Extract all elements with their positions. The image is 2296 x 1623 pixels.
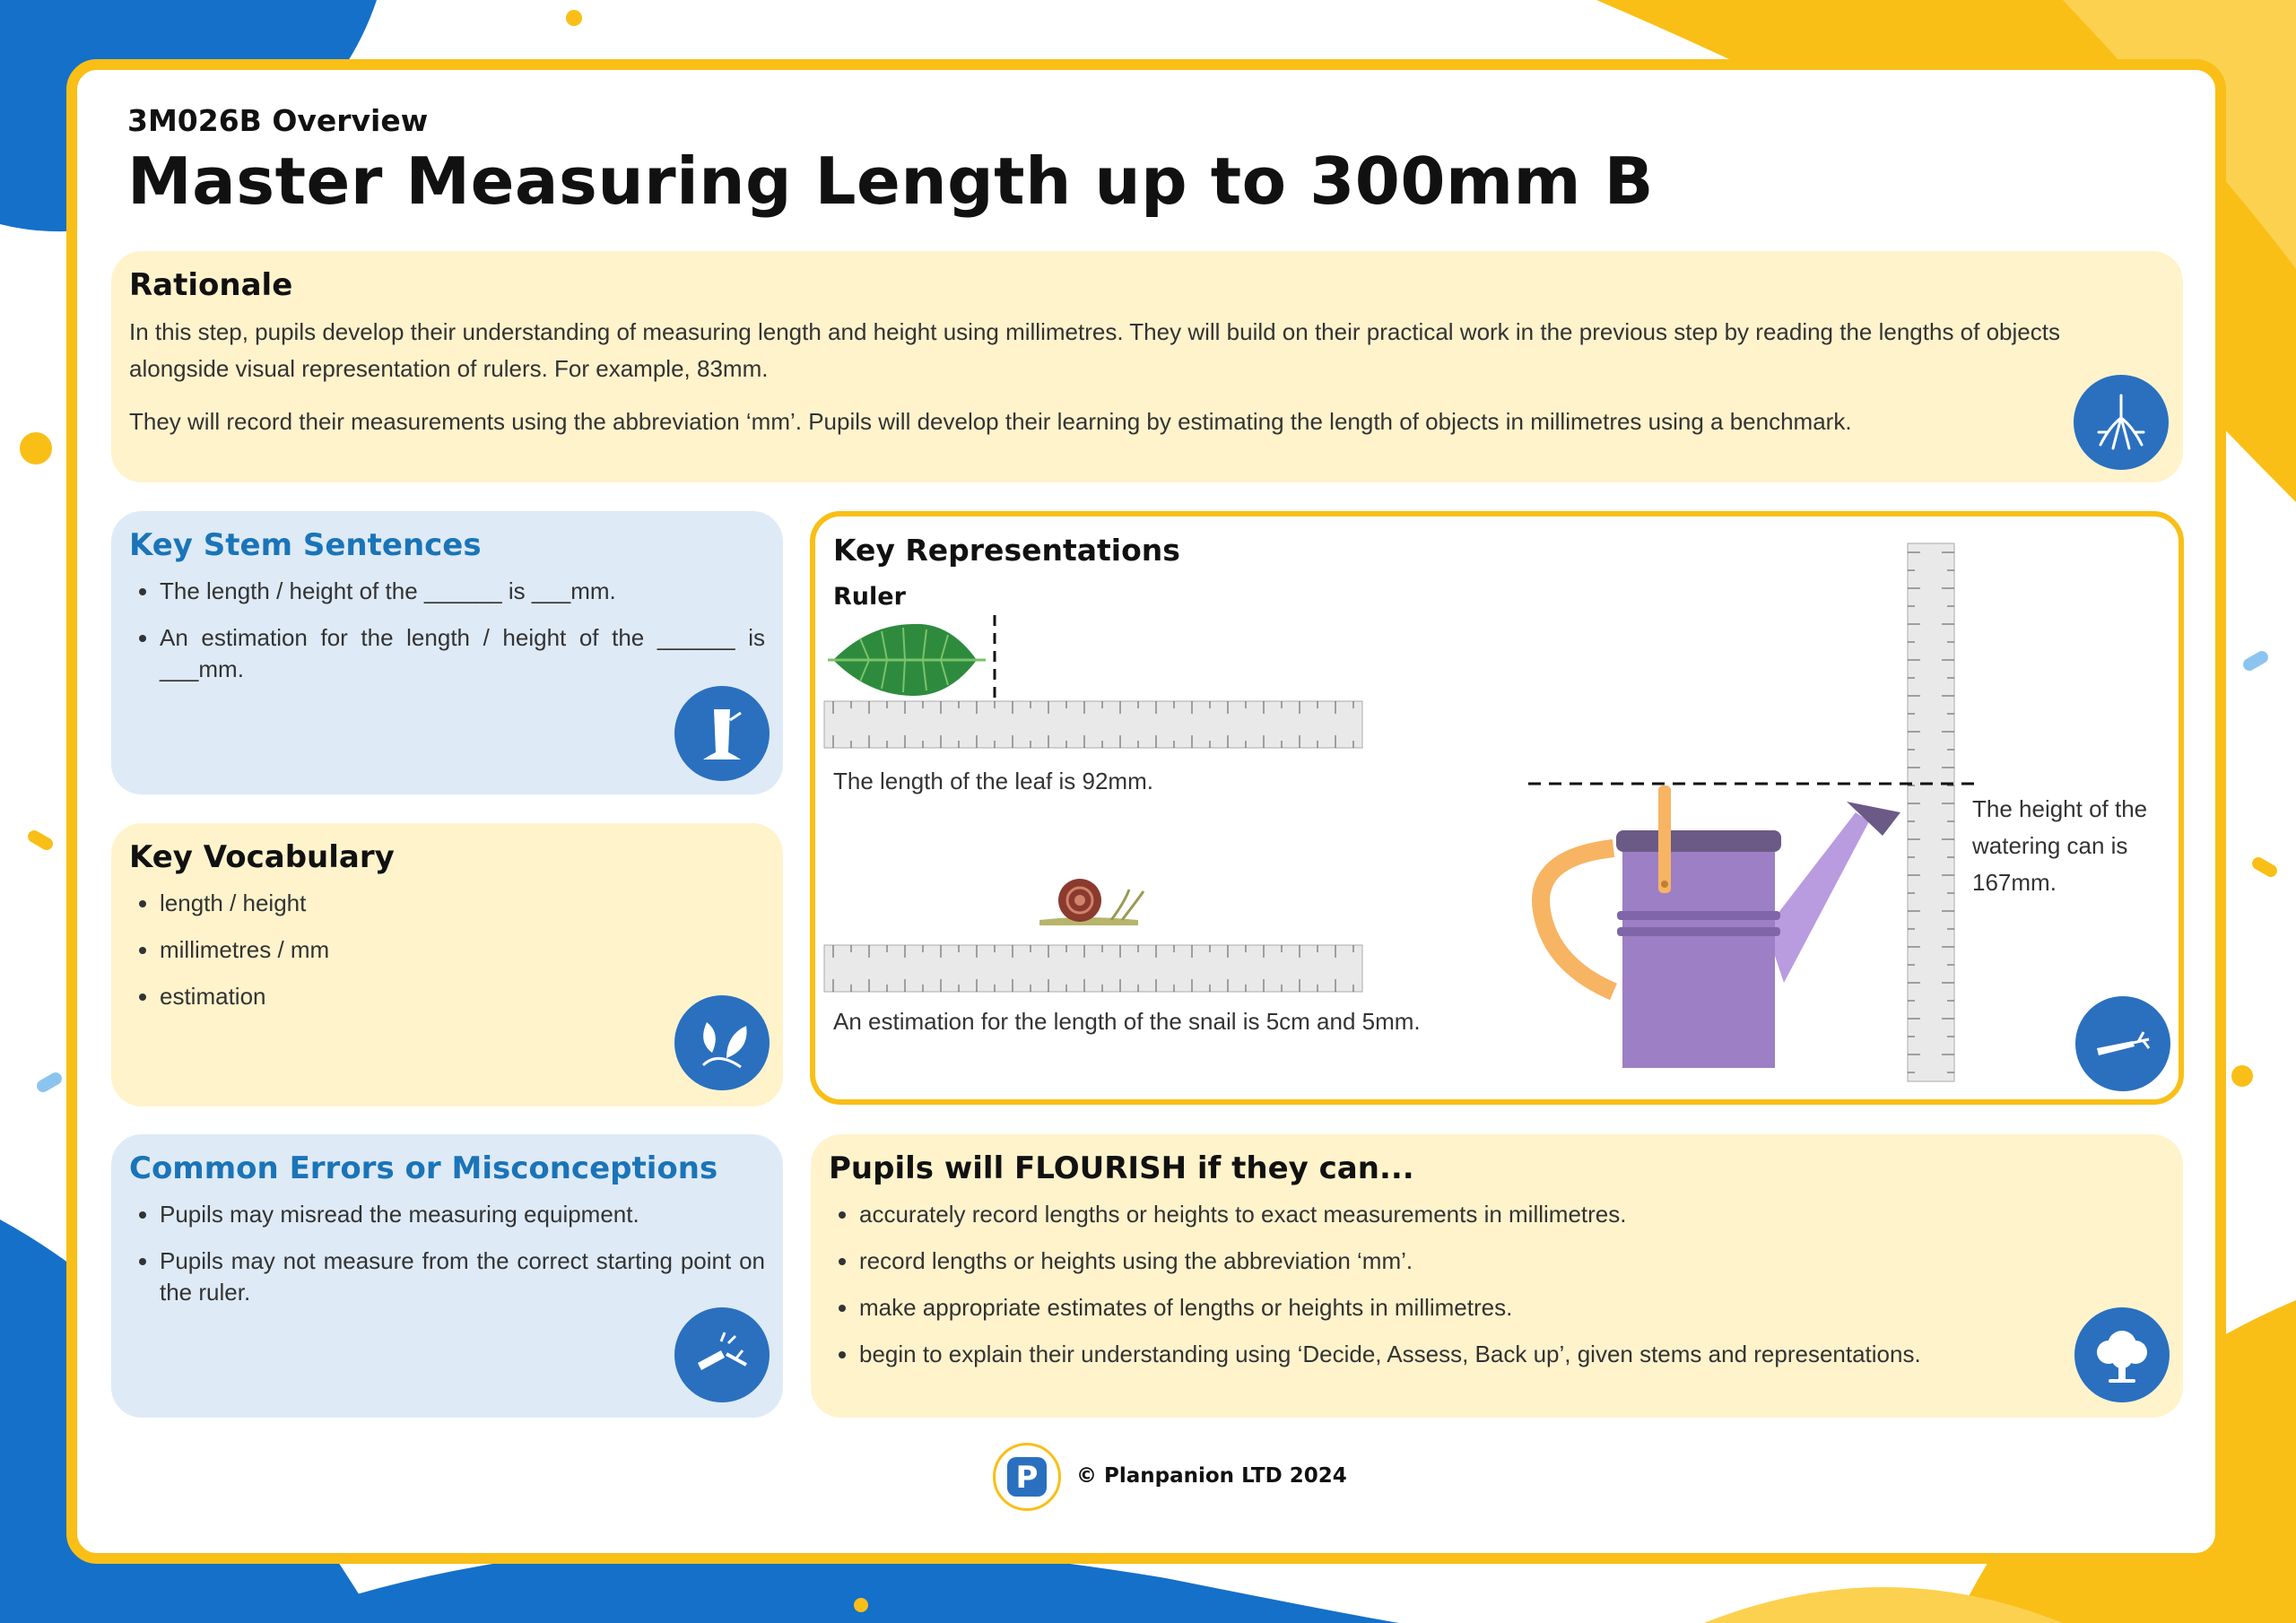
overview-code: 3M026B Overview bbox=[127, 103, 429, 138]
watering-can-illustration bbox=[1541, 785, 1900, 1068]
horizontal-ruler-1 bbox=[824, 701, 1362, 748]
rationale-paragraph-1: In this step, pupils develop their understanding of measuring length and height using millimetres. They will build on their practical work in the previous step by reading the lengths of objects alongside visual representation of rulers. For example, 83mm. bbox=[129, 318, 2060, 382]
logo-letter: P bbox=[1015, 1460, 1039, 1496]
key-vocabulary-heading: Key Vocabulary bbox=[129, 839, 395, 875]
rationale-panel bbox=[111, 251, 2183, 482]
common-errors-list bbox=[129, 1199, 765, 1324]
broken-branch-icon bbox=[674, 1307, 770, 1402]
list-item: • make appropriate estimates of lengths or heights in millimetres. bbox=[859, 1292, 2004, 1324]
flourish-panel bbox=[811, 1134, 2183, 1418]
copyright-text: © Planpanion LTD 2024 bbox=[1076, 1464, 1347, 1488]
tree-trunk-icon bbox=[674, 686, 770, 781]
snail-caption: An estimation for the length of the snail is 5cm and 5mm. bbox=[833, 1008, 1421, 1035]
list-item: • begin to explain their understanding using ‘Decide, Assess, Back up’, given stems and representations. bbox=[859, 1339, 2004, 1370]
snail-illustration bbox=[1039, 879, 1144, 925]
key-stem-sentences-list bbox=[129, 576, 765, 700]
list-item: • estimation bbox=[160, 981, 765, 1012]
list-item: • length / height bbox=[160, 888, 765, 919]
roots-icon bbox=[2074, 375, 2169, 470]
key-representations-heading: Key Representations bbox=[833, 533, 1180, 568]
key-vocabulary-list bbox=[129, 888, 765, 1028]
list-item: • An estimation for the length / height of the ______ is ___mm. bbox=[160, 622, 765, 685]
planpanion-logo bbox=[993, 1443, 1061, 1511]
list-item: • The length / height of the ______ is ___mm. bbox=[160, 576, 765, 607]
ruler-subheading: Ruler bbox=[833, 583, 906, 611]
list-item: • Pupils may misread the measuring equipment. bbox=[160, 1199, 765, 1230]
leaf-illustration bbox=[828, 624, 986, 696]
horizontal-ruler-2 bbox=[824, 945, 1362, 992]
flourish-list bbox=[829, 1199, 2004, 1385]
list-item: • record lengths or heights using the abbreviation ‘mm’. bbox=[859, 1245, 2004, 1277]
key-stem-sentences-heading: Key Stem Sentences bbox=[129, 527, 482, 563]
list-item: • millimetres / mm bbox=[160, 934, 765, 966]
flourish-heading: Pupils will FLOURISH if they can... bbox=[829, 1150, 1414, 1186]
branch-icon bbox=[2075, 996, 2170, 1091]
key-vocabulary-panel bbox=[111, 823, 783, 1107]
vertical-ruler bbox=[1908, 543, 1954, 1081]
leaf-caption: The length of the leaf is 92mm. bbox=[833, 768, 1153, 794]
rationale-heading: Rationale bbox=[129, 267, 293, 303]
rationale-paragraph-2: They will record their measurements using the abbreviation ‘mm’. Pupils will develop their learning by estimating the length of objects in millimetres using a benchmark. bbox=[129, 408, 1852, 435]
watering-can-caption-line-3: 167mm. bbox=[1972, 869, 2057, 896]
page-title: Master Measuring Length up to 300mm B bbox=[127, 143, 1654, 219]
leaves-icon bbox=[674, 995, 770, 1090]
watering-can-caption-line-2: watering can is bbox=[1972, 832, 2128, 859]
full-tree-icon bbox=[2074, 1307, 2170, 1402]
key-representations-panel bbox=[810, 511, 2184, 1105]
list-item: • accurately record lengths or heights to exact measurements in millimetres. bbox=[859, 1199, 2004, 1230]
list-item: • Pupils may not measure from the correct starting point on the ruler. bbox=[160, 1245, 765, 1308]
watering-can-caption bbox=[1972, 791, 2170, 901]
common-errors-panel bbox=[111, 1134, 783, 1418]
common-errors-heading: Common Errors or Misconceptions bbox=[129, 1150, 718, 1186]
watering-can-caption-line-1: The height of the bbox=[1972, 795, 2148, 822]
key-stem-sentences-panel bbox=[111, 511, 783, 794]
